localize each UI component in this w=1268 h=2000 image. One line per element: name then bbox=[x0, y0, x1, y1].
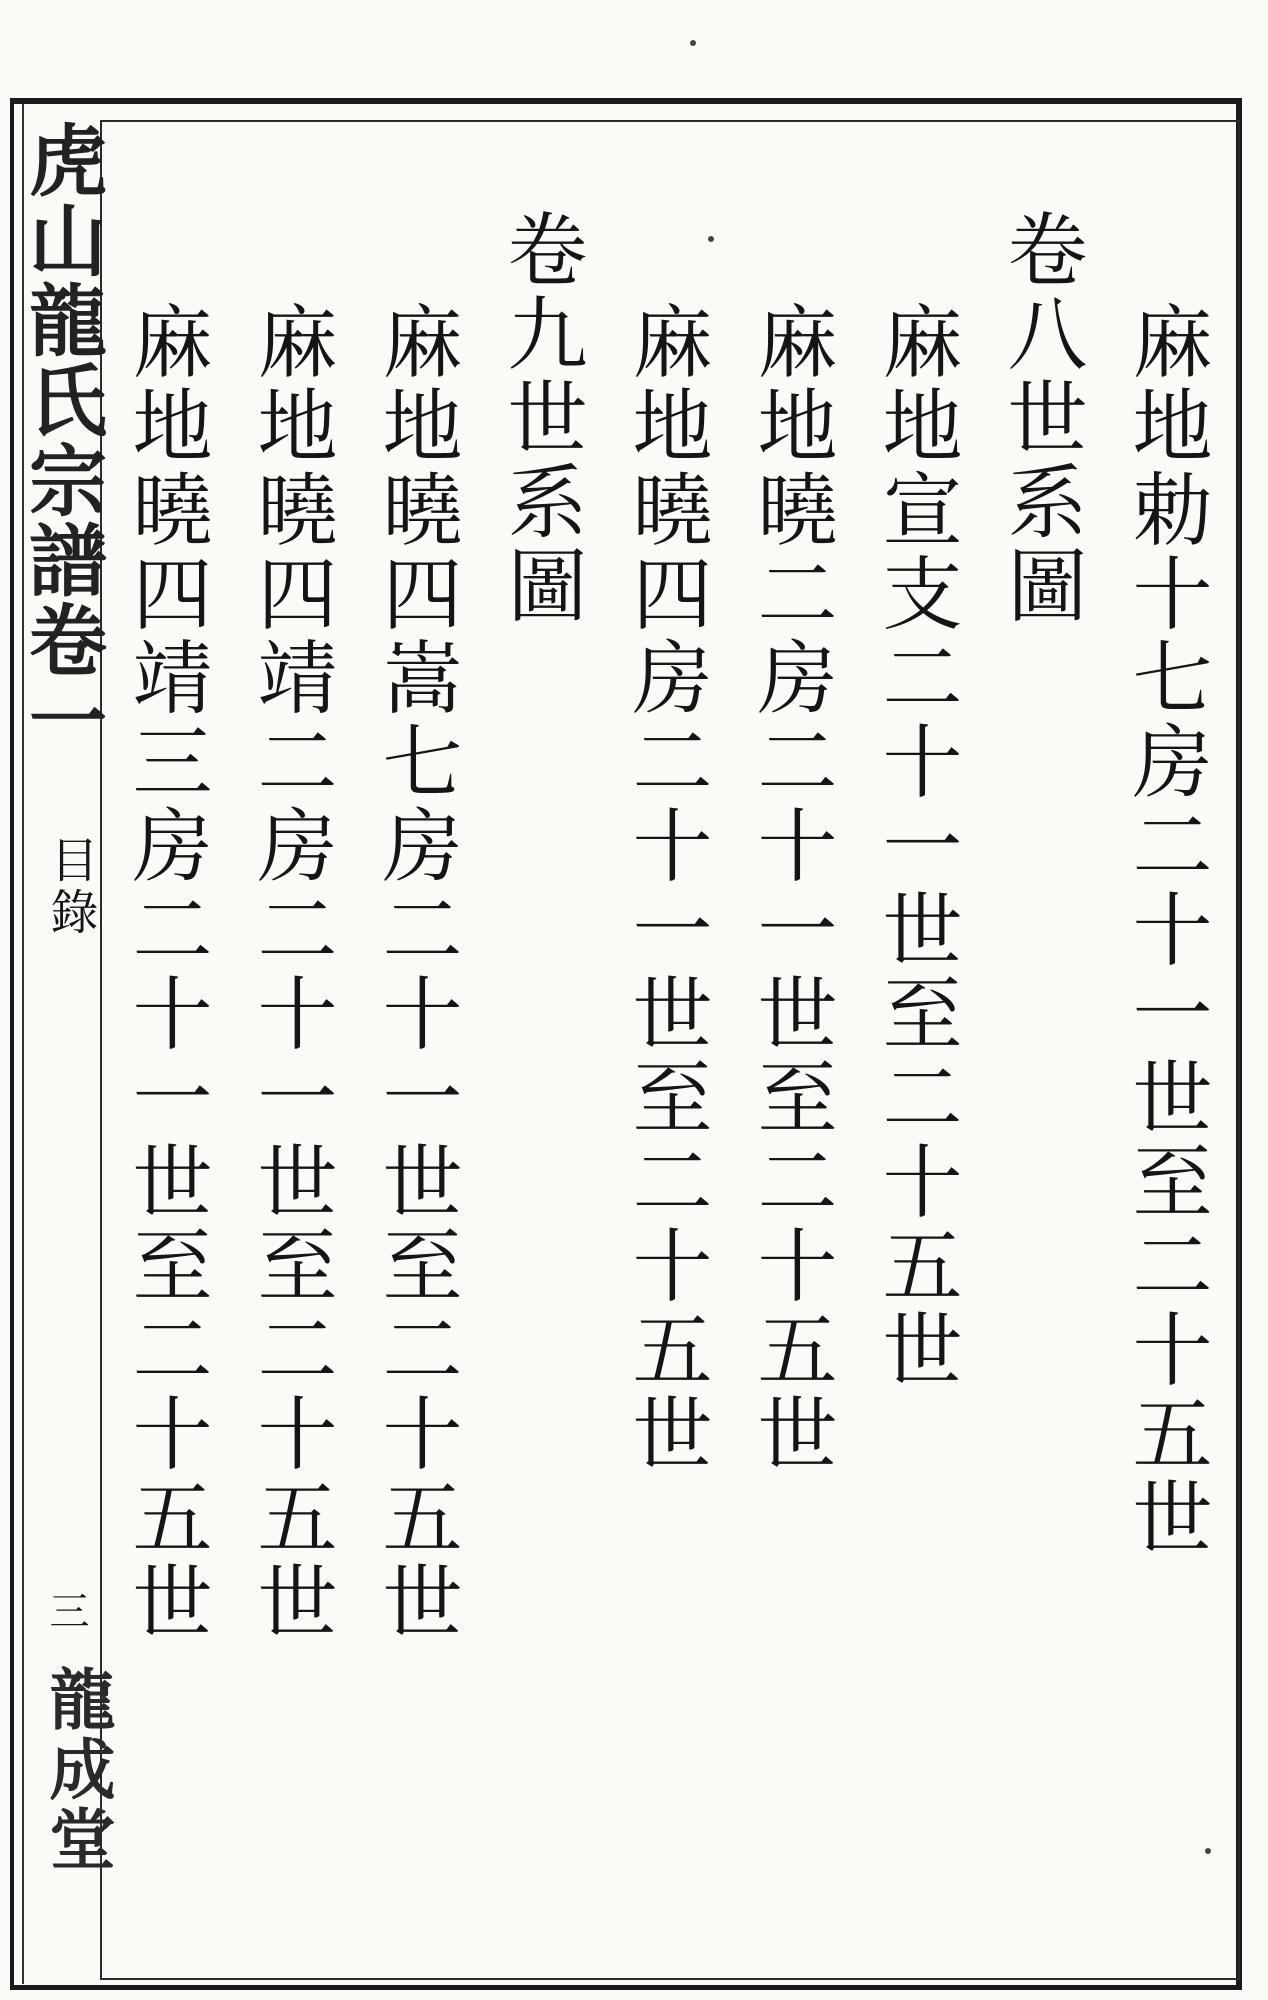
toc-entry-1: 麻地勅十七房二十一世至二十五世 bbox=[1119, 300, 1212, 1560]
toc-entry-3: 麻地曉二房二十一世至二十五世 bbox=[744, 300, 837, 1476]
section-label: 目錄 bbox=[42, 835, 98, 939]
book-title: 虎山龍氏宗譜卷一 bbox=[16, 120, 107, 760]
toc-entry-6: 麻地曉四靖二房二十一世至二十五世 bbox=[244, 300, 337, 1644]
toc-entry-5: 麻地曉四嵩七房二十一世至二十五世 bbox=[369, 300, 462, 1644]
hall-name: 龍成堂 bbox=[38, 1665, 116, 1875]
ink-speck bbox=[690, 40, 696, 46]
volume-heading-8: 卷八世系圖 bbox=[994, 208, 1087, 628]
ink-speck bbox=[708, 236, 714, 242]
toc-entry-4: 麻地曉四房二十一世至二十五世 bbox=[619, 300, 712, 1476]
toc-entry-7: 麻地曉四靖三房二十一世至二十五世 bbox=[119, 300, 212, 1644]
page-number: 三 bbox=[43, 1590, 89, 1630]
toc-entry-2: 麻地宣支二十一世至二十五世 bbox=[869, 300, 962, 1392]
volume-heading-9: 卷九世系圖 bbox=[494, 208, 587, 628]
ink-speck bbox=[1205, 1848, 1211, 1854]
